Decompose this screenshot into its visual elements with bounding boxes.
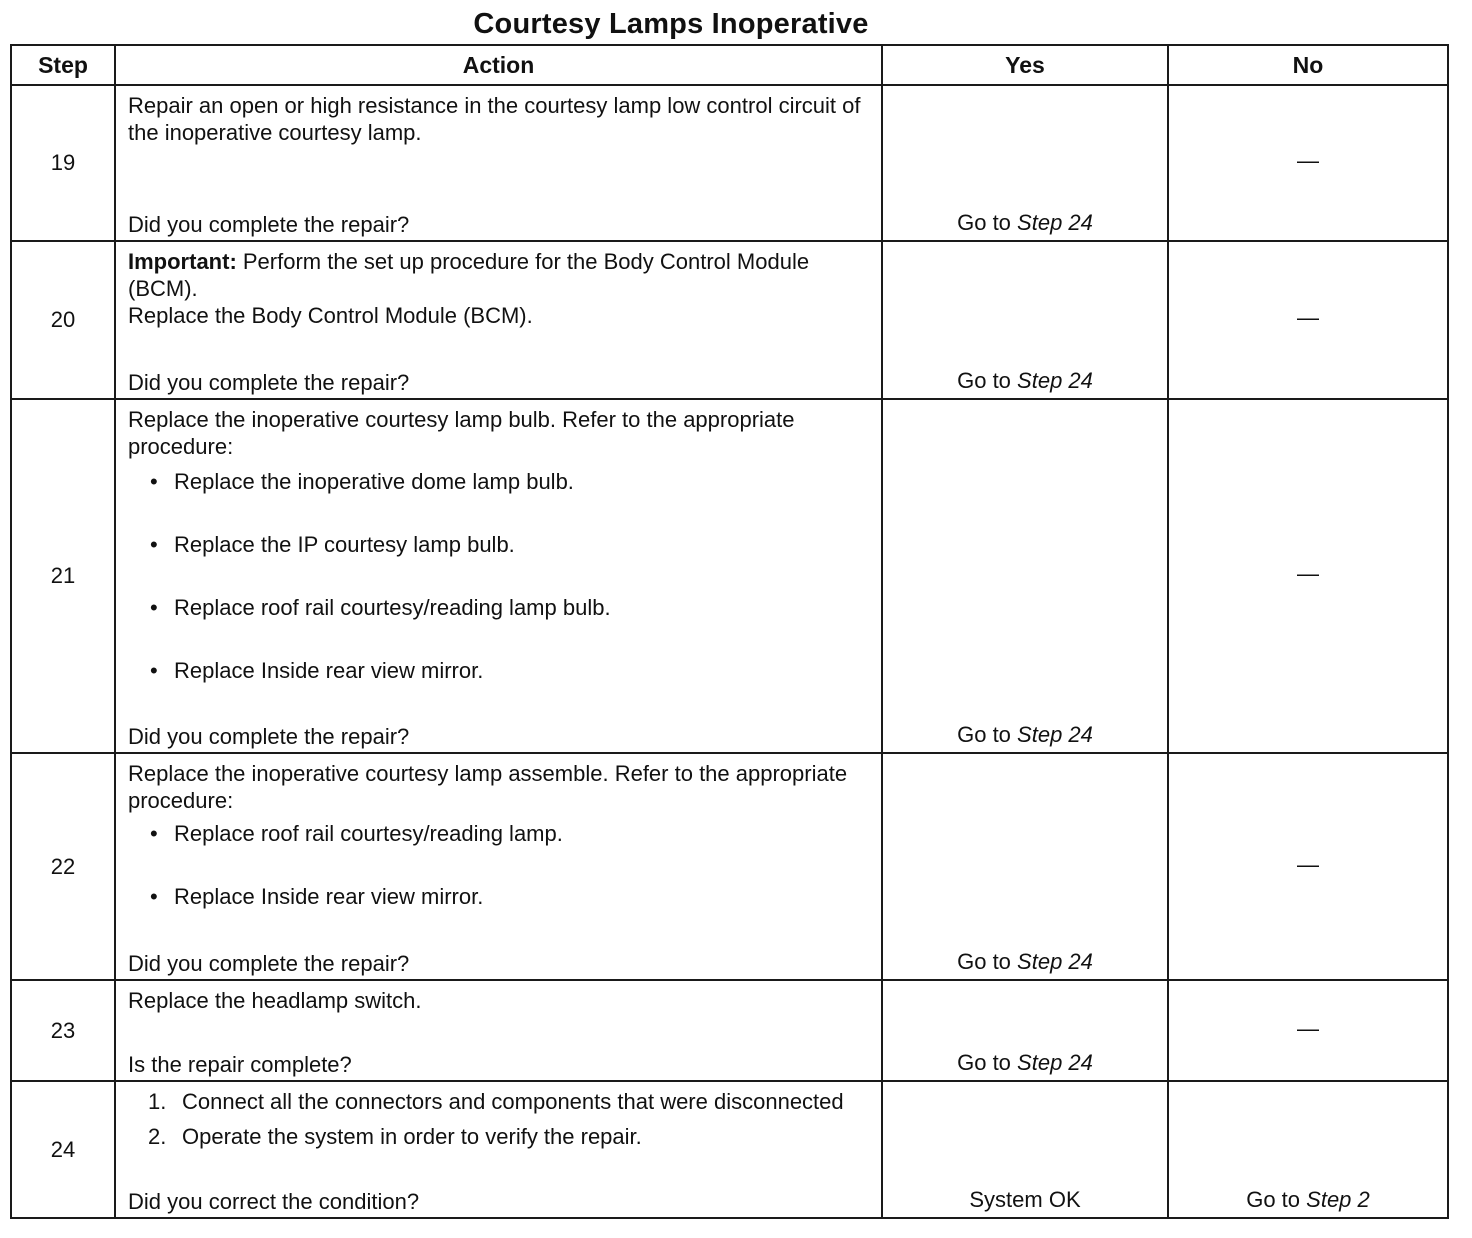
no-dash: —	[1297, 851, 1319, 877]
step-number: 23	[11, 980, 115, 1081]
no-cell	[1168, 753, 1448, 980]
action-cell	[115, 85, 882, 241]
action-text: Repair an open or high resistance in the courtesy lamp low control circuit of the inoperative courtesy lamp.	[128, 93, 861, 145]
yes-cell	[882, 399, 1168, 753]
table-row	[11, 85, 1448, 241]
step-number: 24	[11, 1081, 115, 1218]
important-text: Perform the set up procedure for the Body Control Module (BCM).	[128, 249, 810, 301]
question-text: Did you correct the condition?	[128, 1189, 420, 1214]
action-cell	[115, 980, 882, 1081]
no-cell	[1168, 399, 1448, 753]
list-item: • Replace Inside rear view mirror.	[150, 883, 869, 910]
important-note	[128, 248, 869, 302]
no-dash: —	[1297, 1015, 1319, 1041]
no-dash: —	[1297, 561, 1319, 586]
table-row	[11, 241, 1448, 399]
yes-prefix: Go to	[957, 368, 1011, 393]
list-item	[148, 1088, 869, 1115]
question-text: Is the repair complete?	[128, 1052, 352, 1077]
yes-prefix: Go to	[957, 1050, 1011, 1075]
yes-cell	[882, 85, 1168, 241]
yes-step-link: Step 24	[1017, 949, 1093, 974]
header-step: Step	[11, 45, 115, 85]
list-item: • Replace the IP courtesy lamp bulb.	[150, 531, 869, 558]
yes-cell	[882, 980, 1168, 1081]
step-number: 22	[11, 753, 115, 980]
action-cell	[115, 753, 882, 980]
action-cell	[115, 241, 882, 399]
question-text: Did you complete the repair?	[128, 724, 410, 749]
yes-cell	[882, 1081, 1168, 1218]
no-cell	[1168, 1081, 1448, 1218]
step-number: 19	[11, 85, 115, 241]
list-item: • Replace the inoperative dome lamp bulb.	[150, 468, 869, 495]
numbered-list	[128, 1088, 869, 1158]
no-cell	[1168, 241, 1448, 399]
table-row	[11, 399, 1448, 753]
question-text: Did you complete the repair?	[128, 212, 410, 237]
yes-step-link: Step 24	[1017, 1050, 1093, 1075]
page-title: Courtesy Lamps Inoperative	[473, 8, 869, 40]
yes-prefix: Go to	[957, 210, 1011, 235]
header-action: Action	[115, 45, 882, 85]
bullet-list	[128, 468, 869, 684]
list-item: • Replace roof rail courtesy/reading lamp.	[150, 820, 869, 847]
no-step-link: Step 2	[1306, 1187, 1370, 1212]
table-row	[11, 753, 1448, 980]
yes-prefix: Go to	[957, 722, 1011, 747]
list-text: Connect all the connectors and components that were disconnected	[182, 1089, 844, 1114]
no-cell	[1168, 85, 1448, 241]
no-dash: —	[1297, 305, 1319, 330]
list-item: • Replace Inside rear view mirror.	[150, 657, 869, 684]
list-text: Operate the system in order to verify the repair.	[182, 1124, 642, 1149]
list-item: • Replace roof rail courtesy/reading lamp bulb.	[150, 594, 869, 621]
table-header-row	[11, 45, 1448, 85]
yes-step-link: Step 24	[1017, 368, 1093, 393]
no-cell	[1168, 980, 1448, 1081]
procedure-table	[10, 44, 1449, 1219]
question-text: Did you complete the repair?	[128, 370, 410, 395]
action-cell	[115, 1081, 882, 1218]
list-number: 1.	[148, 1089, 167, 1114]
action-text: Replace the Body Control Module (BCM).	[128, 303, 533, 328]
action-text: Replace the inoperative courtesy lamp assemble. Refer to the appropriate procedure:	[128, 761, 848, 813]
list-item	[148, 1123, 869, 1150]
step-number: 20	[11, 241, 115, 399]
yes-cell	[882, 241, 1168, 399]
yes-result: System OK	[969, 1187, 1081, 1212]
list-number: 2.	[148, 1124, 167, 1149]
yes-cell	[882, 753, 1168, 980]
action-text: Replace the inoperative courtesy lamp bulb. Refer to the appropriate procedure:	[128, 407, 795, 459]
no-dash: —	[1297, 148, 1319, 173]
table-row	[11, 980, 1448, 1081]
header-yes: Yes	[882, 45, 1168, 85]
action-cell	[115, 399, 882, 753]
header-no: No	[1168, 45, 1448, 85]
step-number: 21	[11, 399, 115, 753]
bullet-list	[128, 820, 869, 910]
question-text: Did you complete the repair?	[128, 951, 410, 976]
yes-step-link: Step 24	[1017, 210, 1093, 235]
no-prefix: Go to	[1246, 1187, 1301, 1212]
yes-step-link: Step 24	[1017, 722, 1093, 747]
yes-prefix: Go to	[957, 949, 1011, 974]
important-label: Important:	[128, 249, 237, 274]
table-row	[11, 1081, 1448, 1218]
action-text: Replace the headlamp switch.	[128, 988, 422, 1013]
